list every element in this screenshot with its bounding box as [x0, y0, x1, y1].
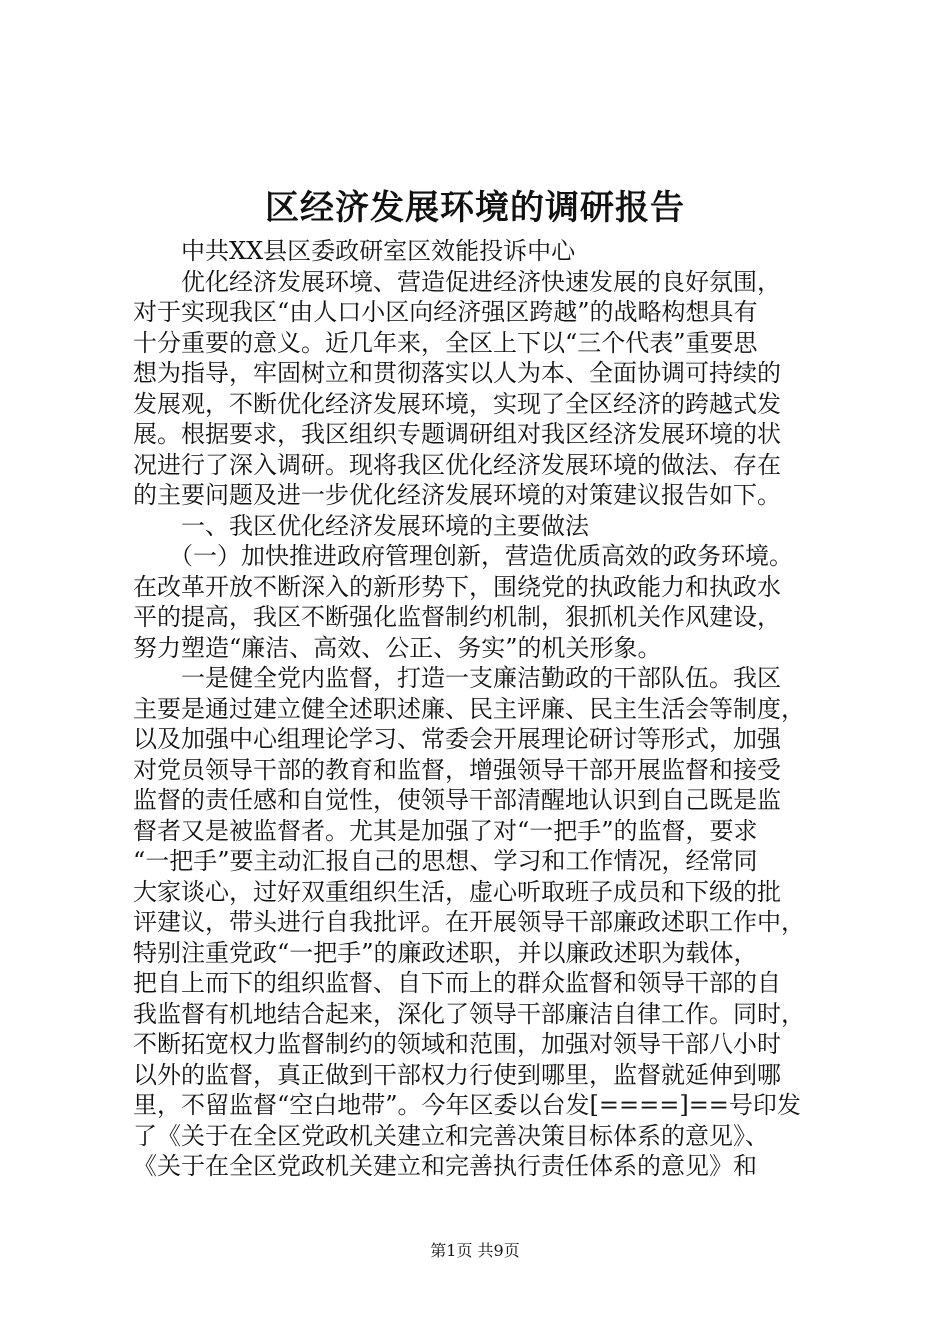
text-line: 况进行了深入调研。现将我区优化经济发展环境的做法、存在 [133, 450, 781, 479]
text-line: 对党员领导干部的教育和监督，增强领导干部开展监督和接受 [133, 755, 781, 784]
text-line: 了《关于在全区党政机关建立和完善决策目标体系的意见》、 [133, 1121, 769, 1150]
text-line: 以及加强中心组理论学习、常委会开展理论研讨等形式，加强 [133, 725, 781, 753]
text-line: “一把手”要主动汇报自己的思想、学习和工作情况，经常同 [133, 847, 758, 875]
text-line: 想为指导，牢固树立和贯彻落实以人为本、全面协调可持续的 [133, 359, 781, 387]
text-line: 主要是通过建立健全述职述廉、民主评廉、民主生活会等制度， [133, 694, 805, 723]
text-line: （一）加快推进政府管理创新，营造优质高效的政务环境。 [133, 542, 793, 570]
text-line: 十分重要的意义。近几年来，全区上下以“三个代表”重要思 [133, 328, 758, 357]
text-line: 的主要问题及进一步优化经济发展环境的对策建议报告如下。 [133, 481, 781, 509]
text-line: 一是健全党内监督，打造一支廉洁勤政的干部队伍。我区 [133, 664, 781, 692]
document-title: 区经济发展环境的调研报告 [265, 188, 685, 228]
text-line: 我监督有机地结合起来，深化了领导干部廉洁自律工作。同时， [133, 999, 805, 1028]
text-line: 在改革开放不断深入的新形势下，围绕党的执政能力和执政水 [133, 572, 781, 601]
text-line: 评建议，带头进行自我批评。在开展领导干部廉政述职工作中， [133, 908, 805, 936]
text-line: 发展观，不断优化经济发展环境，实现了全区经济的跨越式发 [133, 389, 781, 418]
text-line: 里，不留监督“空白地带”。今年区委以台发[====]==号印发 [133, 1091, 801, 1119]
text-line: 把自上而下的组织监督、自下而上的群众监督和领导干部的自 [133, 969, 781, 997]
text-line: 努力塑造“廉洁、高效、公正、务实”的机关形象。 [133, 633, 662, 662]
document-body [133, 236, 833, 1182]
text-line: 优化经济发展环境、营造促进经济快速发展的良好氛围， [133, 267, 781, 296]
text-line: 不断拓宽权力监督制约的领域和范围，加强对领导干部八小时 [133, 1030, 781, 1058]
text-line: 对于实现我区“由人口小区向经济强区跨越”的战略构想具有 [133, 298, 758, 326]
text-line: 平的提高，我区不断强化监督制约机制，狠抓机关作风建设， [133, 603, 781, 631]
text-line: 督者又是被监督者。尤其是加强了对“一把手”的监督，要求 [133, 816, 758, 845]
text-line: 中共XX县区委政研室区效能投诉中心 [133, 237, 576, 265]
text-line: 大家谈心，过好双重组织生活，虚心听取班子成员和下级的批 [133, 877, 781, 906]
text-line: 监督的责任感和自觉性，使领导干部清醒地认识到自己既是监 [133, 786, 781, 814]
text-line: 特别注重党政“一把手”的廉政述职，并以廉政述职为载体， [133, 938, 758, 967]
text-line: 《关于在全区党政机关建立和完善执行责任体系的意见》和 [133, 1152, 757, 1180]
text-line: 展。根据要求，我区组织专题调研组对我区经济发展环境的状 [133, 420, 781, 448]
page-number-footer: 第1页 共9页 [430, 1241, 520, 1260]
section-heading: 一、我区优化经济发展环境的主要做法 [133, 511, 589, 540]
text-line: 以外的监督，真正做到干部权力行使到哪里，监督就延伸到哪 [133, 1060, 781, 1089]
